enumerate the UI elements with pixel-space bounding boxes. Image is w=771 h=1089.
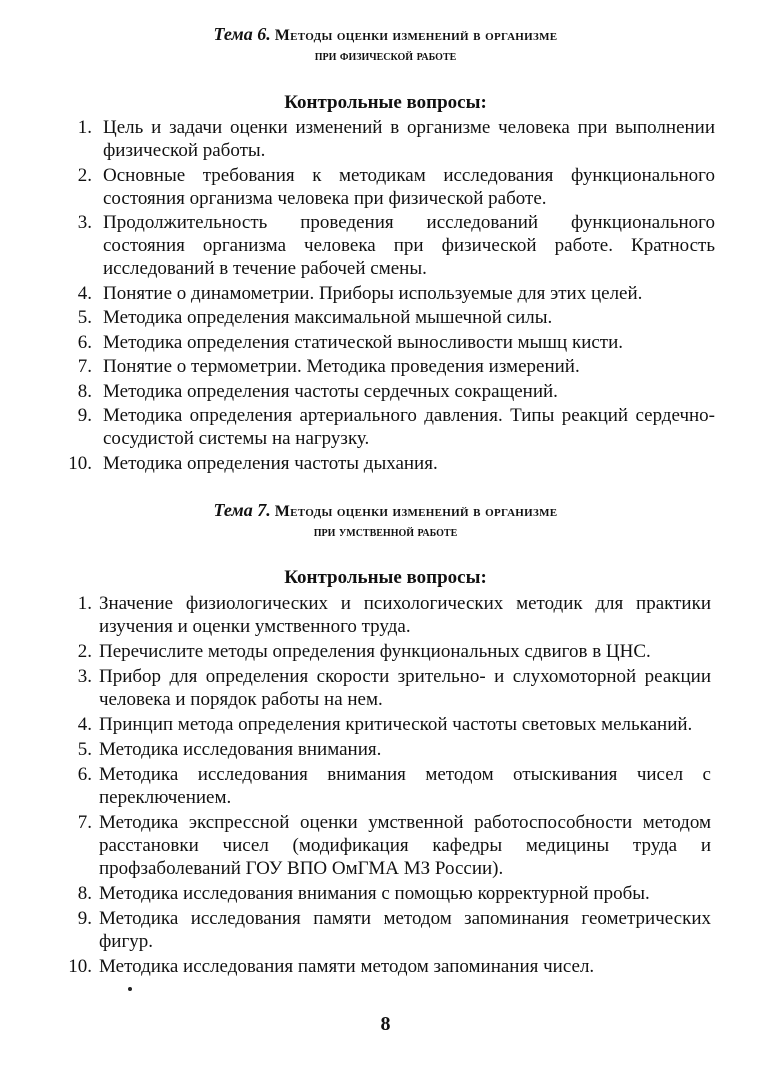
question-text: Методика исследования внимания. — [99, 739, 382, 760]
question-number: 10. — [68, 452, 92, 474]
question-number: 1. — [77, 593, 92, 614]
question-item — [0, 404, 771, 450]
question-item — [0, 380, 771, 403]
question-item — [0, 738, 771, 761]
question-item — [0, 665, 771, 711]
question-text: Методика исследования памяти методом запоминания геометрических фигур. — [99, 908, 711, 952]
question-text: Понятие о термометрии. Методика проведения измерений. — [103, 356, 580, 377]
topic-6-questions-heading: Контрольные вопросы: — [284, 92, 487, 113]
question-text: Принцип метода определения критической частоты световых мельканий. — [99, 714, 693, 735]
question-item — [0, 592, 771, 638]
question-item — [0, 282, 771, 305]
question-number: 3. — [77, 666, 92, 687]
topic-7-questions-heading: Контрольные вопросы: — [284, 567, 487, 588]
question-number: 6. — [77, 331, 92, 353]
question-text: Методика определения частоты сердечных сокращений. — [103, 380, 558, 402]
topic-7-title-line1: Методы оценки изменений в организме — [274, 503, 558, 520]
stray-dot — [128, 987, 132, 991]
question-item — [0, 355, 771, 378]
question-text: Методика определения максимальной мышечной силы. — [103, 307, 553, 328]
question-number: 6. — [77, 764, 92, 785]
question-text: Методика экспрессной оценки умственной работоспособности методом расстановки чисел (модификация кафедры медицины труда и профзаболеваний ГОУ ВПО ОмГМА МЗ России). — [99, 812, 711, 879]
topic-6-title-line1: Методы оценки изменений в организме — [274, 27, 558, 44]
question-item — [0, 331, 771, 354]
question-number: 4. — [77, 714, 92, 735]
question-text: Продолжительность проведения исследований функционального состояния организма человека при физической работе. Кратность исследований в течение рабочей смены. — [103, 212, 715, 279]
question-number: 10. — [68, 956, 92, 977]
topic-7-label: Тема 7. — [213, 500, 271, 520]
question-text: Методика исследования памяти методом запоминания чисел. — [99, 956, 595, 977]
question-item — [0, 640, 771, 663]
topic-7-title — [60, 500, 711, 543]
question-text: Значение физиологических и психологических методик для практики изучения и оценки умственного труда. — [99, 593, 711, 637]
question-number: 4. — [77, 282, 92, 304]
question-item — [0, 955, 771, 978]
question-number: 9. — [77, 908, 92, 929]
question-number: 9. — [77, 405, 92, 426]
question-number: 2. — [77, 641, 92, 662]
question-item — [0, 907, 771, 953]
question-text: Методика определения частоты дыхания. — [103, 452, 438, 474]
question-item — [0, 306, 771, 329]
question-text: Методика определения артериального давления. Типы реакций сердечно-сосудистой системы на нагрузку. — [103, 405, 715, 449]
question-text: Перечислите методы определения функциональных сдвигов в ЦНС. — [99, 641, 651, 662]
question-number: 7. — [77, 356, 92, 377]
topic-6-title — [60, 24, 711, 67]
question-item — [0, 211, 771, 280]
question-number: 3. — [77, 212, 92, 233]
question-number: 5. — [77, 307, 92, 328]
question-text: Цель и задачи оценки изменений в организме человека при выполнении физической работы. — [103, 117, 715, 161]
question-number: 1. — [77, 117, 92, 138]
question-number: 7. — [77, 812, 92, 833]
question-text: Методика исследования внимания с помощью корректурной пробы. — [99, 883, 650, 904]
question-item — [0, 763, 771, 809]
question-text: Прибор для определения скорости зрительно- и слухомоторной реакции человека и порядок работы на нем. — [99, 666, 711, 710]
question-text: Основные требования к методикам исследования функционального состояния организма человека при физической работе. — [103, 164, 715, 209]
question-item — [0, 164, 771, 210]
question-item — [0, 713, 771, 736]
topic-6-title-line2: при физической работе — [314, 49, 457, 64]
question-number: 5. — [77, 739, 92, 760]
question-item — [0, 882, 771, 905]
topic-7-question-list — [0, 592, 771, 980]
topic-7-title-line2: при умственной работе — [313, 525, 458, 540]
topic-6-question-list — [0, 116, 771, 476]
question-item — [0, 452, 771, 475]
question-number: 8. — [77, 380, 92, 402]
page-number: 8 — [380, 1013, 391, 1035]
question-number: 2. — [77, 164, 92, 186]
question-item — [0, 116, 771, 162]
question-text: Методика определения статической выносливости мышц кисти. — [103, 331, 624, 353]
question-item — [0, 811, 771, 880]
question-text: Понятие о динамометрии. Приборы используемые для этих целей. — [103, 282, 643, 304]
question-text: Методика исследования внимания методом отыскивания чисел с переключением. — [99, 764, 711, 808]
question-number: 8. — [77, 883, 92, 904]
topic-6-label: Тема 6. — [213, 24, 271, 44]
